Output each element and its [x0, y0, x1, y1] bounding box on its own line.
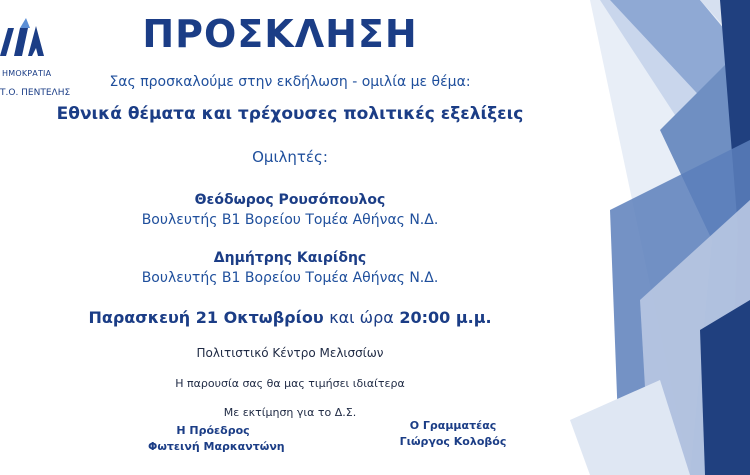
signature-title: Η Πρόεδρος — [176, 424, 250, 437]
logo-branch-text: Τ.Ο. ΠΕΝΤΕΛΗΣ — [0, 88, 71, 98]
event-day: Παρασκευή 21 Οκτωβρίου — [88, 308, 324, 327]
event-time: 20:00 μ.μ. — [399, 308, 492, 327]
esteem-text: Με εκτίμηση για το Δ.Σ. — [223, 406, 357, 419]
signature-name: Φωτεινή Μαρκαντώνη — [148, 440, 285, 453]
event-datetime — [20, 308, 560, 327]
speaker-name: Δημήτρης Καιρίδης — [213, 250, 367, 266]
speakers-label: Ομιλητές: — [252, 148, 328, 166]
signature-name: Γιώργος Κολοβός — [399, 435, 507, 448]
event-subject: Εθνικά θέματα και τρέχουσες πολιτικές εξελίξεις — [56, 104, 524, 124]
signature-secretary — [398, 418, 508, 450]
page-title: ΠΡΟΣΚΛΗΣΗ — [142, 12, 418, 56]
signature-title: Ο Γραμματέας — [409, 419, 497, 432]
signature-president — [148, 423, 285, 455]
honor-text: Η παρουσία σας θα μας τιμήσει ιδιαίτερα — [175, 377, 405, 390]
nd-party-logo-icon — [0, 16, 50, 66]
speaker-role: Βουλευτής Β1 Βορείου Τομέα Αθήνας Ν.Δ. — [141, 270, 439, 286]
event-venue: Πολιτιστικό Κέντρο Μελισσίων — [196, 346, 384, 360]
event-datetime-connector: και ώρα — [329, 308, 394, 327]
invite-text: Σας προσκαλούμε στην εκδήλωση - ομιλία με θέμα: — [109, 74, 471, 90]
speaker-role: Βουλευτής Β1 Βορείου Τομέα Αθήνας Ν.Δ. — [141, 212, 439, 228]
speaker-name: Θεόδωρος Ρουσόπουλος — [194, 192, 386, 208]
logo-brand-text: ΗΜΟΚΡΑΤΙΑ — [2, 69, 52, 78]
